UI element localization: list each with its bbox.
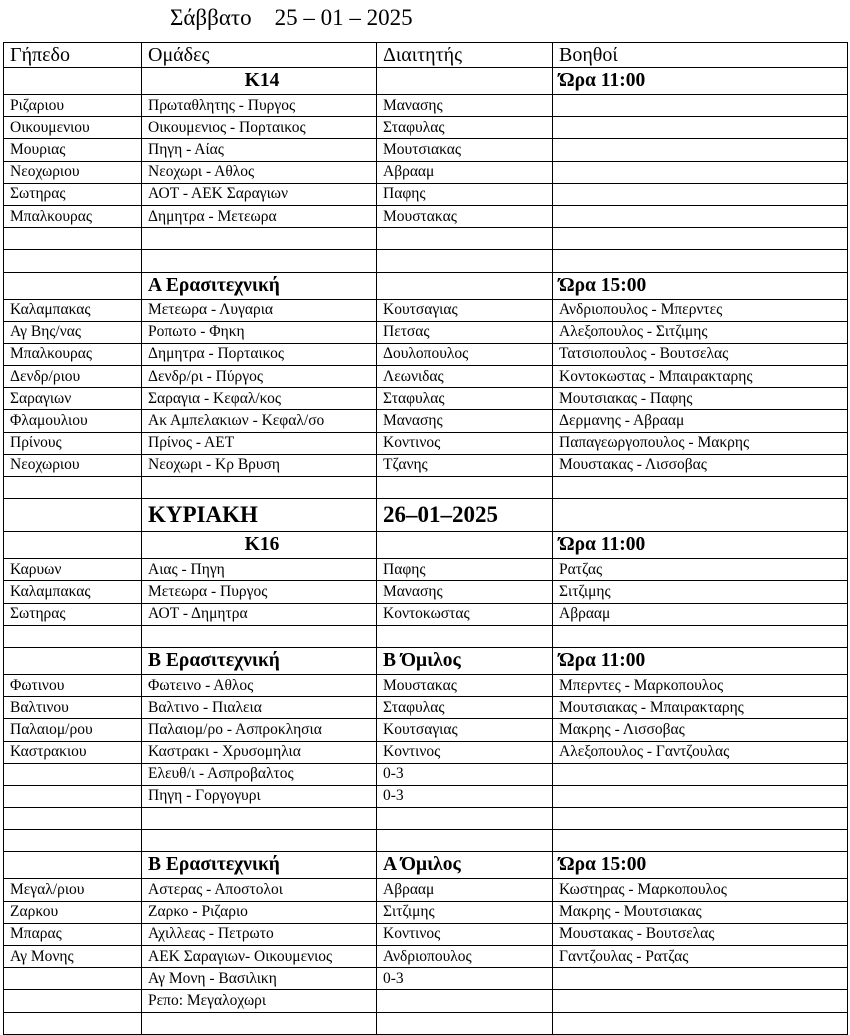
venue-cell <box>4 499 142 532</box>
assistants-cell: Γαντζουλας - Ρατζας <box>553 946 848 968</box>
teams-cell <box>142 477 377 499</box>
table-row <box>4 205 848 227</box>
teams-cell: Δημητρα - Πορταικος <box>142 343 377 365</box>
table-row <box>4 139 848 161</box>
venue-cell: Παλαιομ/ρου <box>4 719 142 741</box>
referee-cell: Κουτσαγιας <box>377 299 553 321</box>
referee-cell <box>377 990 553 1012</box>
venue-cell: Νεοχωριου <box>4 454 142 476</box>
teams-cell: Νεοχωρι - Αθλος <box>142 161 377 183</box>
assistants-cell <box>553 205 848 227</box>
venue-cell: Δενδρ/ριου <box>4 366 142 388</box>
assistants-cell: Αλεξοπουλος - Σιτζιμης <box>553 321 848 343</box>
table-row <box>4 603 848 625</box>
venue-cell <box>4 68 142 95</box>
venue-cell: Σωτηρας <box>4 603 142 625</box>
teams-cell: ΑΟΤ - Δημητρα <box>142 603 377 625</box>
table-row <box>4 183 848 205</box>
table-row <box>4 388 848 410</box>
teams-cell <box>142 830 377 852</box>
referee-cell <box>377 808 553 830</box>
referee-cell <box>377 625 553 647</box>
assistants-cell: Μουστακας - Λισσοβας <box>553 454 848 476</box>
table-row <box>4 625 848 647</box>
assistants-cell: Ώρα 15:00 <box>553 852 848 879</box>
venue-cell: Μπαρας <box>4 923 142 945</box>
venue-cell <box>4 808 142 830</box>
teams-cell <box>142 808 377 830</box>
table-row <box>4 410 848 432</box>
assistants-cell: Μουτσιακας - Μπαιρακταρης <box>553 697 848 719</box>
teams-cell: Μετεωρα - Πυργος <box>142 581 377 603</box>
table-row <box>4 763 848 785</box>
teams-cell: Σαραγια - Κεφαλ/κος <box>142 388 377 410</box>
section-header-row <box>4 647 848 674</box>
referee-cell: 0-3 <box>377 785 553 807</box>
table-row <box>4 581 848 603</box>
table-row <box>4 674 848 696</box>
teams-cell: ΑΕΚ Σαραγιων- Οικουμενιος <box>142 946 377 968</box>
table-row <box>4 879 848 901</box>
venue-cell: Μεγαλ/ριου <box>4 879 142 901</box>
teams-cell: Αστερας - Αποστολοι <box>142 879 377 901</box>
assistants-cell <box>553 968 848 990</box>
assistants-cell <box>553 763 848 785</box>
assistants-cell <box>553 250 848 272</box>
venue-cell <box>4 830 142 852</box>
teams-cell: Ροπωτο - Φηκη <box>142 321 377 343</box>
venue-cell <box>4 532 142 559</box>
referee-cell: Κοντινος <box>377 741 553 763</box>
table-row <box>4 343 848 365</box>
referee-cell: Ανδριοπουλος <box>377 946 553 968</box>
assistants-cell: Μουτσιακας - Παφης <box>553 388 848 410</box>
assistants-cell <box>553 95 848 117</box>
table-row <box>4 697 848 719</box>
venue-cell: Καλαμπακας <box>4 581 142 603</box>
referee-cell <box>377 1012 553 1034</box>
assistants-cell: Αβρααμ <box>553 603 848 625</box>
assistants-cell <box>553 139 848 161</box>
referee-cell: Α Όμιλος <box>377 852 553 879</box>
teams-cell: Δενδρ/ρι - Πύργος <box>142 366 377 388</box>
teams-cell: ΑΟΤ - ΑΕΚ Σαραγιων <box>142 183 377 205</box>
venue-cell <box>4 250 142 272</box>
venue-cell <box>4 785 142 807</box>
teams-cell: Κ14 <box>142 68 377 95</box>
venue-cell <box>4 852 142 879</box>
referee-cell: Αβρααμ <box>377 161 553 183</box>
venue-cell: Οικουμενιου <box>4 117 142 139</box>
assistants-cell: Παπαγεωργοπουλος - Μακρης <box>553 432 848 454</box>
referee-cell: 0-3 <box>377 763 553 785</box>
teams-cell: Α Ερασιτεχνική <box>142 272 377 299</box>
referee-cell: Παφης <box>377 559 553 581</box>
venue-cell: Ριζαριου <box>4 95 142 117</box>
teams-cell: ΚΥΡΙΑΚΗ <box>142 499 377 532</box>
assistants-cell: Μπερντες - Μαρκοπουλος <box>553 674 848 696</box>
assistants-cell <box>553 990 848 1012</box>
teams-cell: Νεοχωρι - Κρ Βρυση <box>142 454 377 476</box>
assistants-cell: Μακρης - Λισσοβας <box>553 719 848 741</box>
table-row <box>4 117 848 139</box>
teams-cell: Πρίνος - ΑΕΤ <box>142 432 377 454</box>
teams-cell <box>142 228 377 250</box>
header-assistants: Βοηθοί <box>553 43 848 68</box>
assistants-cell: Ώρα 11:00 <box>553 647 848 674</box>
referee-cell <box>377 532 553 559</box>
schedule-body <box>4 43 848 1035</box>
table-row <box>4 901 848 923</box>
assistants-cell: Ώρα 15:00 <box>553 272 848 299</box>
section-header-row <box>4 68 848 95</box>
table-row <box>4 1012 848 1034</box>
teams-cell: Πρωταθλητης - Πυργος <box>142 95 377 117</box>
header-teams: Ομάδες <box>142 43 377 68</box>
teams-cell: Μετεωρα - Λυγαρια <box>142 299 377 321</box>
venue-cell <box>4 647 142 674</box>
table-row <box>4 830 848 852</box>
table-row <box>4 923 848 945</box>
referee-cell: Σταφυλας <box>377 117 553 139</box>
referee-cell <box>377 477 553 499</box>
teams-cell: Β Ερασιτεχνική <box>142 852 377 879</box>
teams-cell: Αχιλλεας - Πετρωτο <box>142 923 377 945</box>
referee-cell <box>377 830 553 852</box>
section-header-row <box>4 272 848 299</box>
referee-cell: Σταφυλας <box>377 388 553 410</box>
assistants-cell: Ώρα 11:00 <box>553 532 848 559</box>
venue-cell: Αγ Βης/νας <box>4 321 142 343</box>
venue-cell: Ζαρκου <box>4 901 142 923</box>
venue-cell: Μπαλκουρας <box>4 205 142 227</box>
referee-cell: Κοντοκωστας <box>377 603 553 625</box>
table-row <box>4 299 848 321</box>
venue-cell: Φωτινου <box>4 674 142 696</box>
teams-cell: Παλαιομ/ρο - Ασπροκλησια <box>142 719 377 741</box>
table-row <box>4 559 848 581</box>
referee-cell: Παφης <box>377 183 553 205</box>
venue-cell <box>4 990 142 1012</box>
teams-cell: Αιας - Πηγη <box>142 559 377 581</box>
assistants-cell: Σιτζιμης <box>553 581 848 603</box>
teams-cell: Βαλτινο - Πιαλεια <box>142 697 377 719</box>
venue-cell: Φλαμουλιου <box>4 410 142 432</box>
assistants-cell <box>553 625 848 647</box>
referee-cell: Μανασης <box>377 581 553 603</box>
teams-cell: Αγ Μονη - Βασιλικη <box>142 968 377 990</box>
assistants-cell: Μακρης - Μουτσιακας <box>553 901 848 923</box>
schedule-table <box>3 42 848 1035</box>
section-header-row <box>4 852 848 879</box>
table-row <box>4 321 848 343</box>
table-row <box>4 95 848 117</box>
header-venue: Γήπεδο <box>4 43 142 68</box>
teams-cell: Πηγη - Γοργογυρι <box>142 785 377 807</box>
assistants-cell: Ώρα 11:00 <box>553 68 848 95</box>
referee-cell: Πετσας <box>377 321 553 343</box>
table-row <box>4 990 848 1012</box>
table-row <box>4 161 848 183</box>
referee-cell: Μουτσιακας <box>377 139 553 161</box>
venue-cell: Νεοχωριου <box>4 161 142 183</box>
table-row <box>4 454 848 476</box>
assistants-cell <box>553 785 848 807</box>
referee-cell: 0-3 <box>377 968 553 990</box>
venue-cell <box>4 228 142 250</box>
assistants-cell <box>553 808 848 830</box>
teams-cell: Κ16 <box>142 532 377 559</box>
teams-cell: Πηγη - Αίας <box>142 139 377 161</box>
assistants-cell: Δερμανης - Αβρααμ <box>553 410 848 432</box>
page-title: Σάββατο 25 – 01 – 2025 <box>170 5 413 30</box>
venue-cell: Μουριας <box>4 139 142 161</box>
table-row <box>4 808 848 830</box>
referee-cell: Β Όμιλος <box>377 647 553 674</box>
venue-cell: Βαλτινου <box>4 697 142 719</box>
venue-cell: Σαραγιων <box>4 388 142 410</box>
venue-cell: Καλαμπακας <box>4 299 142 321</box>
referee-cell: Μανασης <box>377 410 553 432</box>
referee-cell: Σταφυλας <box>377 697 553 719</box>
venue-cell <box>4 1012 142 1034</box>
venue-cell <box>4 272 142 299</box>
assistants-cell <box>553 161 848 183</box>
table-row <box>4 366 848 388</box>
assistants-cell: Μουστακας - Βουτσελας <box>553 923 848 945</box>
assistants-cell <box>553 477 848 499</box>
venue-cell <box>4 625 142 647</box>
table-row <box>4 785 848 807</box>
teams-cell <box>142 1012 377 1034</box>
teams-cell <box>142 625 377 647</box>
referee-cell: Δουλοπουλος <box>377 343 553 365</box>
venue-cell: Αγ Μονης <box>4 946 142 968</box>
venue-cell <box>4 477 142 499</box>
assistants-cell: Αλεξοπουλος - Γαντζουλας <box>553 741 848 763</box>
referee-cell: Κουτσαγιας <box>377 719 553 741</box>
teams-cell: Ζαρκο - Ριζαριο <box>142 901 377 923</box>
teams-cell: Ακ Αμπελακιων - Κεφαλ/σο <box>142 410 377 432</box>
referee-cell: Σιτζιμης <box>377 901 553 923</box>
assistants-cell: Κωστηρας - Μαρκοπουλος <box>553 879 848 901</box>
assistants-cell <box>553 830 848 852</box>
referee-cell: Τζανης <box>377 454 553 476</box>
assistants-cell: Ανδριοπουλος - Μπερντες <box>553 299 848 321</box>
assistants-cell: Κοντοκωστας - Μπαιρακταρης <box>553 366 848 388</box>
assistants-cell: Ρατζας <box>553 559 848 581</box>
referee-cell: Μουστακας <box>377 674 553 696</box>
table-row <box>4 250 848 272</box>
assistants-cell <box>553 228 848 250</box>
referee-cell: 26–01–2025 <box>377 499 553 532</box>
referee-cell: Μανασης <box>377 95 553 117</box>
assistants-cell <box>553 183 848 205</box>
header-referee: Διαιτητής <box>377 43 553 68</box>
assistants-cell: Τατσιοπουλος - Βουτσελας <box>553 343 848 365</box>
teams-cell <box>142 250 377 272</box>
referee-cell: Κοντινος <box>377 432 553 454</box>
assistants-cell <box>553 1012 848 1034</box>
teams-cell: Ρεπο: Μεγαλοχωρι <box>142 990 377 1012</box>
table-row <box>4 741 848 763</box>
teams-cell: Δημητρα - Μετεωρα <box>142 205 377 227</box>
teams-cell: Ελευθ/ι - Ασπροβαλτος <box>142 763 377 785</box>
teams-cell: Καστρακι - Χρυσομηλια <box>142 741 377 763</box>
table-row <box>4 719 848 741</box>
venue-cell: Καρυων <box>4 559 142 581</box>
venue-cell: Καστρακιου <box>4 741 142 763</box>
assistants-cell <box>553 499 848 532</box>
section-header-row <box>4 499 848 532</box>
header-row <box>4 43 848 68</box>
venue-cell <box>4 968 142 990</box>
table-row <box>4 432 848 454</box>
teams-cell: Φωτεινο - Αθλος <box>142 674 377 696</box>
venue-cell: Σωτηρας <box>4 183 142 205</box>
referee-cell <box>377 250 553 272</box>
table-row <box>4 946 848 968</box>
venue-cell: Μπαλκουρας <box>4 343 142 365</box>
teams-cell: Β Ερασιτεχνική <box>142 647 377 674</box>
referee-cell <box>377 68 553 95</box>
referee-cell <box>377 272 553 299</box>
venue-cell: Πρίνους <box>4 432 142 454</box>
referee-cell: Αβρααμ <box>377 879 553 901</box>
referee-cell: Μουστακας <box>377 205 553 227</box>
referee-cell <box>377 228 553 250</box>
referee-cell: Λεωνιδας <box>377 366 553 388</box>
teams-cell: Οικουμενιος - Πορταικος <box>142 117 377 139</box>
assistants-cell <box>553 117 848 139</box>
table-row <box>4 477 848 499</box>
venue-cell <box>4 763 142 785</box>
table-row <box>4 228 848 250</box>
referee-cell: Κοντινος <box>377 923 553 945</box>
table-row <box>4 968 848 990</box>
section-header-row <box>4 532 848 559</box>
